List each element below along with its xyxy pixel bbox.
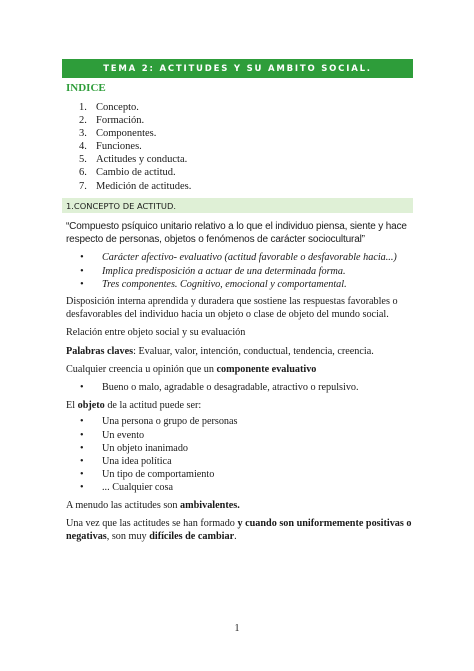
object-paragraph: El objeto de la actitud puede ser:	[66, 400, 202, 412]
keywords-label: Palabras claves	[66, 345, 134, 357]
index-item: 4. Funciones.	[79, 141, 142, 153]
index-item: 7. Medición de actitudes.	[79, 180, 192, 192]
list-item: • Una persona o grupo de personas	[66, 415, 416, 428]
section-heading: 1.CONCEPTO DE ACTITUD.	[66, 200, 176, 211]
section-heading-bar	[62, 198, 413, 213]
document-title: TEMA 2: ACTITUDES Y SU AMBITO SOCIAL.	[103, 63, 372, 74]
definition-quote: “Compuesto psíquico unitario relativo a lo que el individuo piensa, siente y hace respecto de personas, objetos o fenómenos de carácter sociocultural”	[66, 221, 407, 246]
index-list	[79, 101, 191, 193]
bullet-icon: •	[80, 278, 84, 290]
bullet-icon: •	[80, 265, 84, 277]
bullet-icon: •	[80, 456, 84, 468]
bullet-icon: •	[80, 429, 84, 441]
list-item: • Carácter afectivo- evaluativo (actitud favorable o desfavorable hacia...)	[66, 251, 416, 264]
list-item: • Bueno o malo, agradable o desagradable, atractivo o repulsivo.	[66, 381, 416, 394]
bullet-icon: •	[80, 416, 84, 428]
bullet-icon: •	[80, 469, 84, 481]
belief-paragraph: Cualquier creencia u opinión que un componente evaluativo	[66, 363, 317, 375]
page-number: 1	[234, 623, 240, 634]
object-bullet-list	[66, 415, 416, 494]
bullet-icon: •	[80, 252, 84, 264]
list-item: • Un objeto inanimado	[66, 442, 416, 455]
bullet-icon: •	[80, 482, 84, 494]
disposition-paragraph: Disposición interna aprendida y duradera que sostiene las respuestas favorables o desfavorables del individuo hacia un objeto o clase de objeto del mundo social.	[66, 296, 398, 321]
quote-bullet-list	[66, 251, 416, 291]
ambivalent-paragraph: A menudo las actitudes son ambivalentes.	[66, 499, 240, 511]
document-title-bar	[62, 59, 413, 78]
section-content	[66, 220, 416, 543]
final-paragraph: Una vez que las actitudes se han formado y cuando son uniformemente positivas o negativas, son muy difíciles de cambiar.	[66, 517, 412, 543]
list-item: • Implica predisposición a actuar de una determinada forma.	[66, 265, 416, 278]
index-item: 5. Actitudes y conducta.	[79, 154, 188, 166]
list-item: • ... Cualquier cosa	[66, 481, 416, 494]
bullet-icon: •	[80, 382, 84, 394]
list-item: • Un tipo de comportamiento	[66, 468, 416, 481]
list-item: • Tres componentes. Cognitivo, emocional y comportamental.	[66, 278, 416, 291]
relation-paragraph: Relación entre objeto social y su evaluación	[66, 327, 246, 339]
bullet-icon: •	[80, 442, 84, 454]
list-item: • Un evento	[66, 429, 416, 442]
keywords-paragraph: Palabras claves: Evaluar, valor, intención, conductual, tendencia, creencia.	[66, 345, 374, 357]
list-item: • Una idea política	[66, 455, 416, 468]
index-item: 3. Componentes.	[79, 128, 157, 140]
index-item: 6. Cambio de actitud.	[79, 167, 176, 179]
evaluative-bullet-list	[66, 381, 416, 394]
index-heading: INDICE	[66, 82, 106, 94]
index-item: 2. Formación.	[79, 115, 145, 127]
index-item: 1. Concepto.	[79, 102, 139, 113]
